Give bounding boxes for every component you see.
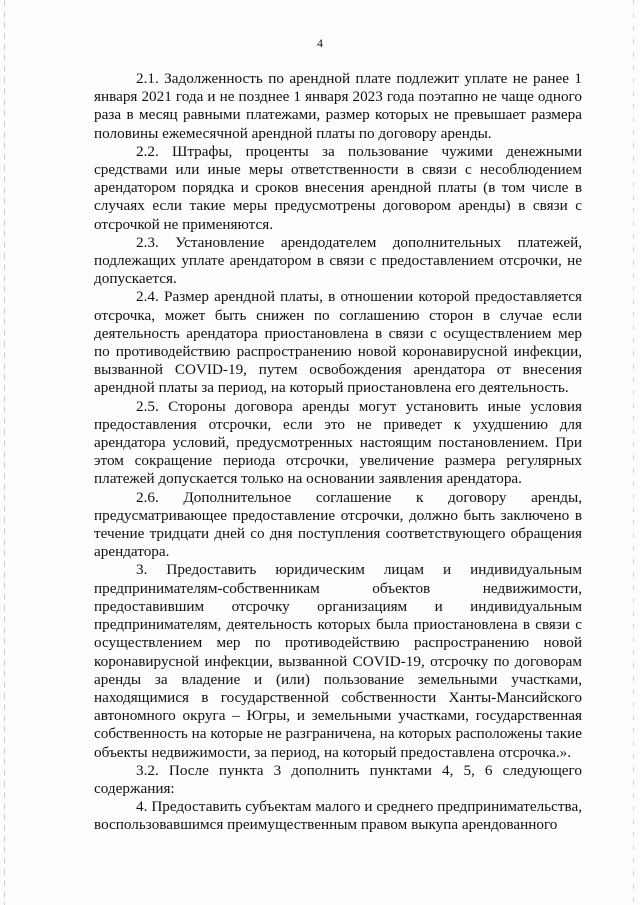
paragraph-2-6: 2.6. Дополнительное соглашение к договору аренды, предусматривающее предоставление отсрочки, должно быть заключено в течение тридцати дней со дня поступления соответствующего обращения арендатора.	[94, 488, 582, 561]
document-body	[94, 70, 582, 835]
paragraph-4: 4. Предоставить субъектам малого и среднего предпринимательства, воспользовавшимся преимущественным правом выкупа арендованного	[94, 798, 582, 834]
paragraph-2-2: 2.2. Штрафы, проценты за пользование чужими денежными средствами или иные меры ответственности в связи с несоблюдением арендатором порядка и сроков внесения арендной платы (в том числе в случаях если такие меры предусмотрены договором аренды) в связи с отсрочкой не применяются.	[94, 142, 582, 233]
page-number: 4	[317, 36, 323, 50]
paragraph-2-5: 2.5. Стороны договора аренды могут установить иные условия предоставления отсрочки, если это не приведет к ухудшению для арендатора условий, предусмотренных настоящим постановлением. При этом сокращение периода отсрочки, увеличение размера регулярных платежей допускается только на основании заявления арендатора.	[94, 397, 582, 488]
scan-edge-left	[4, 0, 5, 905]
paragraph-2-3: 2.3. Установление арендодателем дополнительных платежей, подлежащих уплате арендатором в связи с предоставлением отсрочки, не допускается.	[94, 233, 582, 288]
paragraph-2-4: 2.4. Размер арендной платы, в отношении которой предоставляется отсрочка, может быть снижен по соглашению сторон в случае если деятельность арендатора приостановлена в связи с осуществлением мер по противодействию распространению новой коронавирусной инфекции, вызванной COVID-19, путем освобождения арендатора от внесения арендной платы за период, на который приостановлена его деятельность.	[94, 288, 582, 397]
scan-edge-right	[633, 0, 634, 905]
paragraph-2-1: 2.1. Задолженность по арендной плате подлежит уплате не ранее 1 января 2021 года и не позднее 1 января 2023 года поэтапно не чаще одного раза в месяц равными платежами, размер которых не превышает размера половины ежемесячной арендной платы по договору аренды.	[94, 70, 582, 142]
paragraph-3-2: 3.2. После пункта 3 дополнить пунктами 4, 5, 6 следующего содержания:	[94, 761, 582, 797]
paragraph-3: 3. Предоставить юридическим лицам и индивидуальным предпринимателям-собственникам объектов недвижимости, предоставившим отсрочку организациям и индивидуальным предпринимателям, деятельность которых была приостановлена в связи с осуществлением мер по противодействию распространению новой коронавирусной инфекции, вызванной COVID-19, отсрочку по договорам аренды за владение и (или) пользование земельными участками, находящимися в государственной собственности Ханты-Мансийского автономного округа – Югры, и земельными участками, государственная собственность на которые не разграничена, на которых расположены такие объекты недвижимости, за период, на который предоставлена отсрочка.».	[94, 561, 582, 761]
